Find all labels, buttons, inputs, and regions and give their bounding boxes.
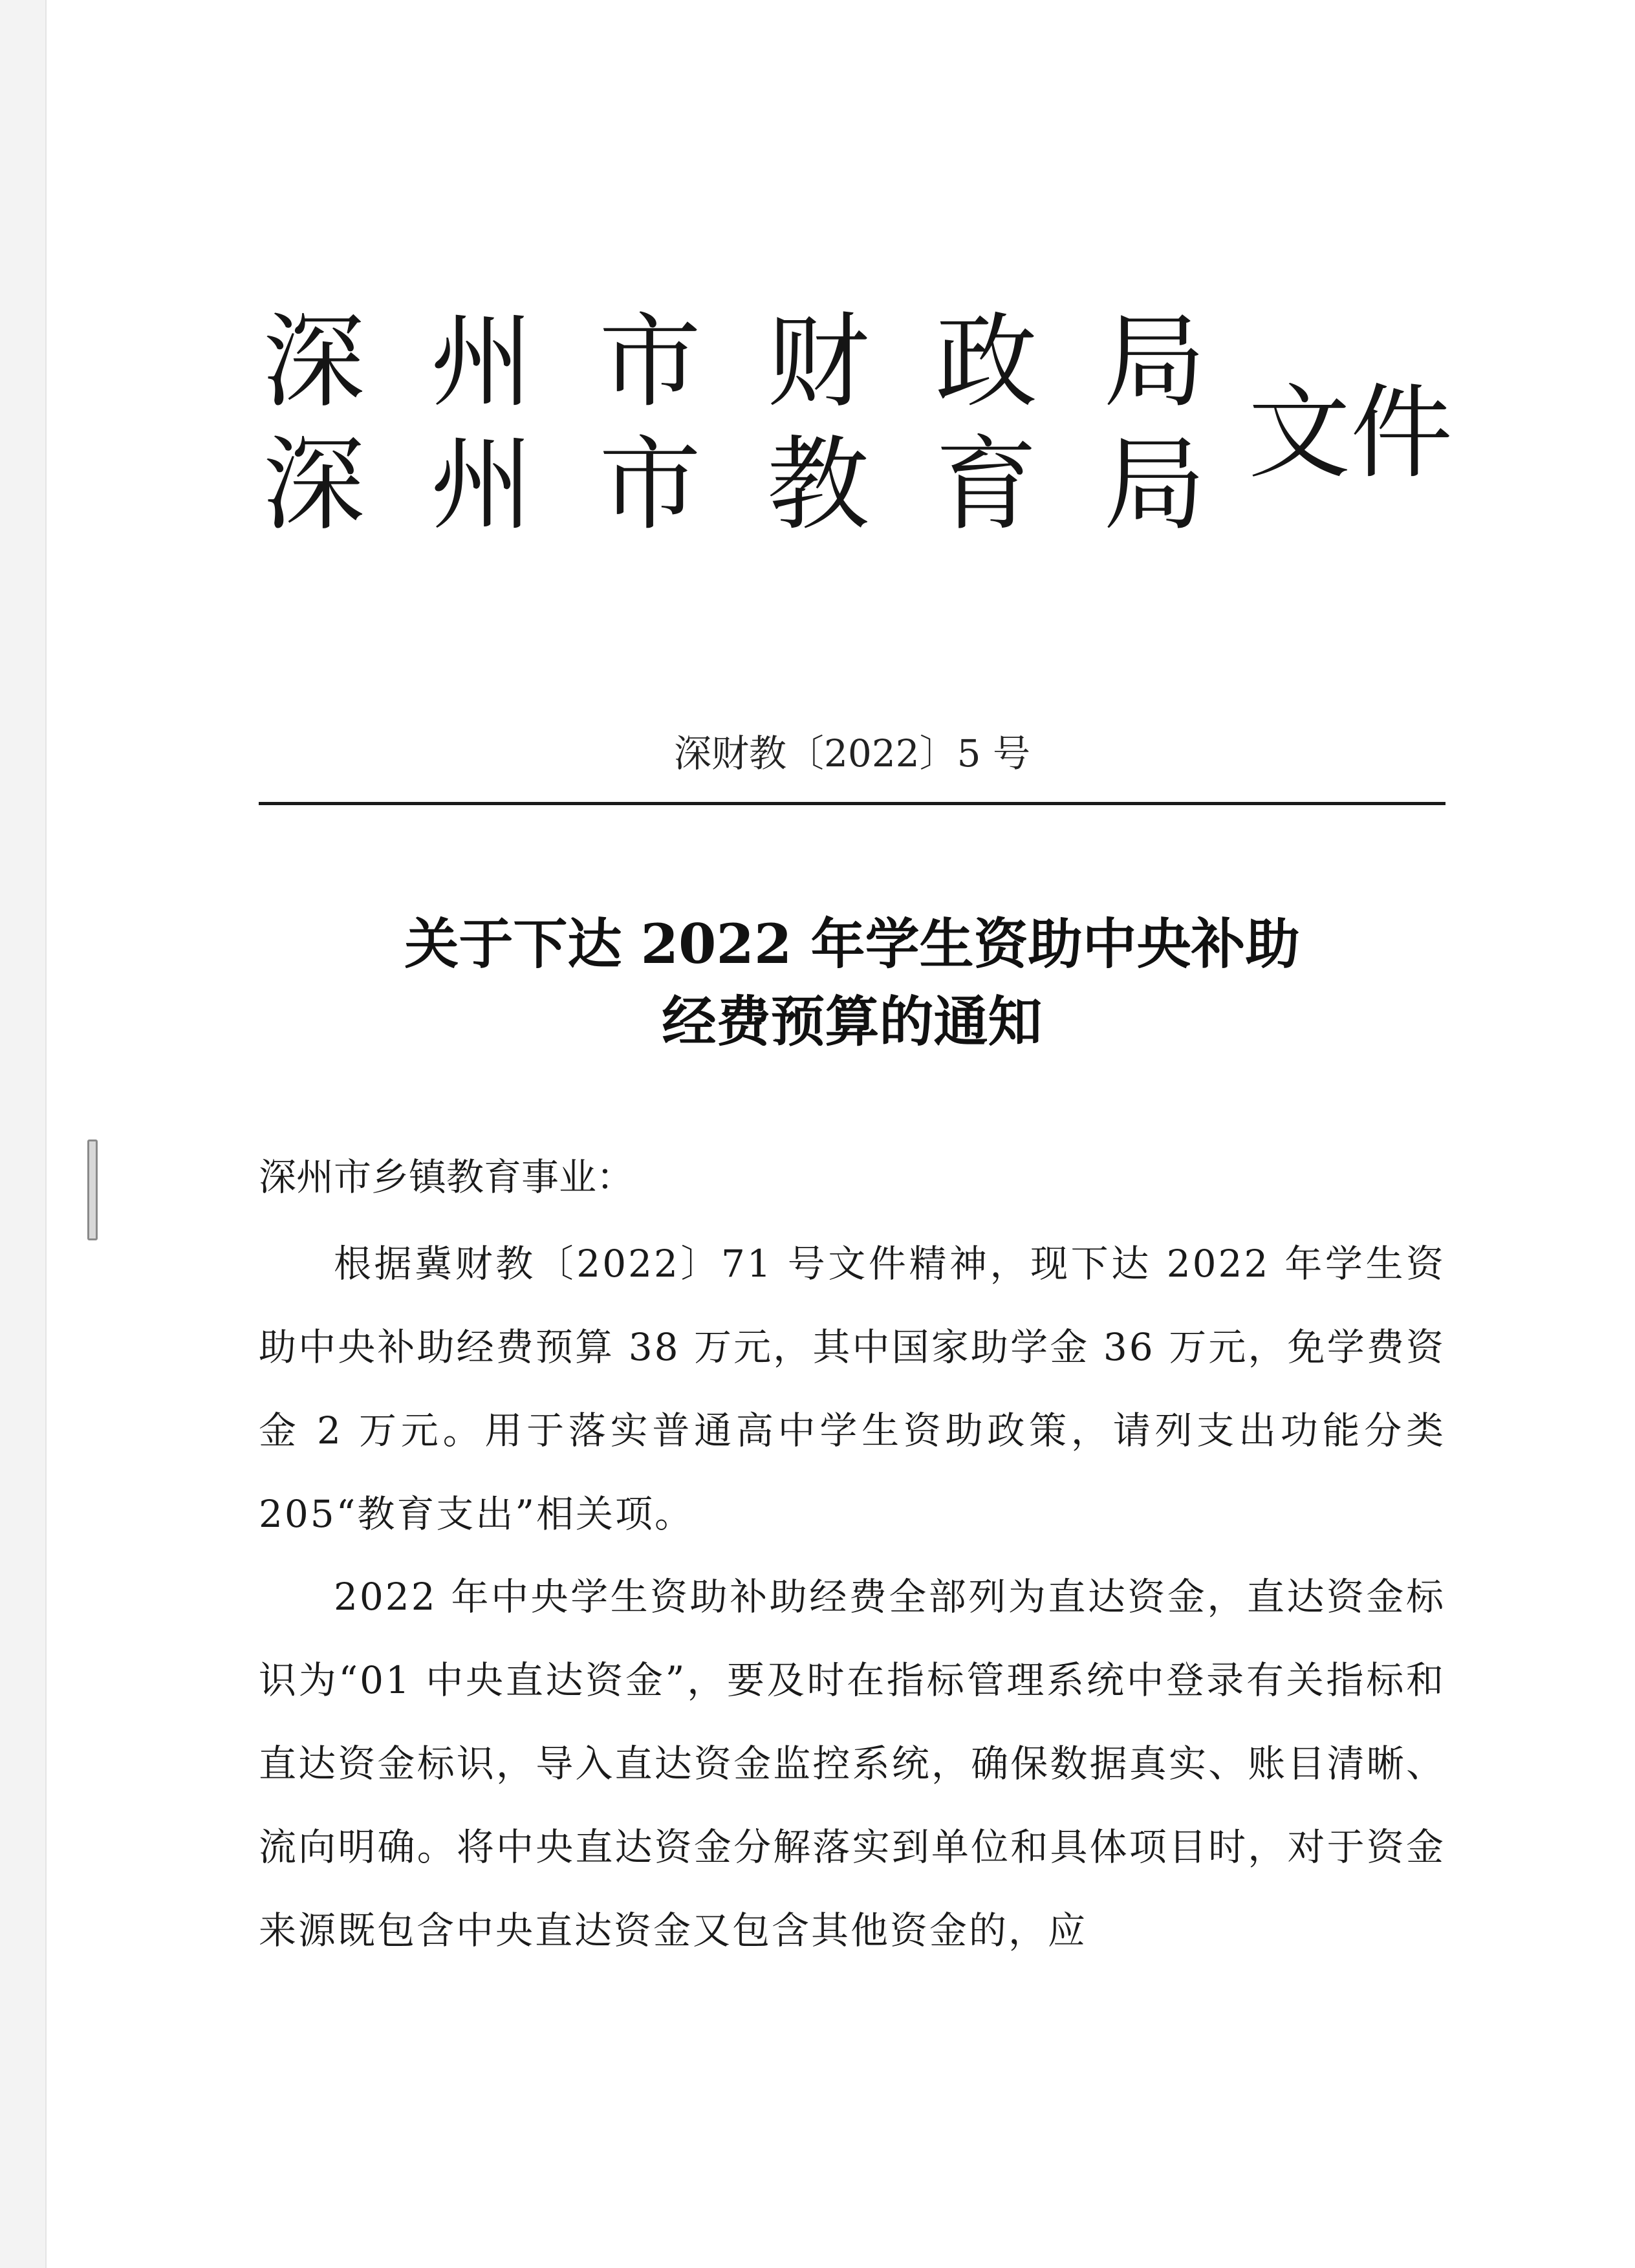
issuer-char: 深 bbox=[263, 426, 365, 545]
salutation: 深州市乡镇教育事业： bbox=[259, 1155, 634, 1199]
issuer-char: 市 bbox=[599, 303, 701, 422]
issuer-finance-bureau bbox=[259, 291, 1209, 433]
staple-mark bbox=[87, 1139, 98, 1240]
header-divider bbox=[259, 802, 1446, 805]
document-title-line-2: 经费预算的通知 bbox=[662, 989, 1043, 1053]
issuer-char: 深 bbox=[263, 303, 365, 422]
body-paragraph-2: 2022 年中央学生资助补助经费全部列为直达资金，直达资金标识为“01 中央直达资金”，要及时在指标管理系统中登录有关指标和直达资金标识，导入直达资金监控系统，确保数据真实、账目清晰、流向明确。将中央直达资金分解落实到单位和具体项目时，对于资金来源既包含中央直达资金又包含其他资金的，应 bbox=[259, 1575, 1446, 1952]
issuer-char: 局 bbox=[1103, 303, 1206, 422]
scan-edge bbox=[0, 0, 47, 2268]
issuer-char: 州 bbox=[431, 426, 533, 545]
issuer-education-bureau bbox=[259, 414, 1209, 556]
body-paragraph-1: 根据冀财教〔2022〕71 号文件精神，现下达 2022 年学生资助中央补助经费预算 38 万元，其中国家助学金 36 万元，免学费资金 2 万元。用于落实普通高中学生资助政策，请列支出功能分类 205“教育支出”相关项。 bbox=[259, 1242, 1446, 1536]
issuer-char: 局 bbox=[1103, 426, 1206, 545]
issuer-char: 育 bbox=[935, 426, 1037, 545]
document-suffix: 文件 bbox=[1248, 374, 1453, 493]
document-title-line-1: 关于下达 2022 年学生资助中央补助 bbox=[404, 912, 1300, 976]
document-number: 深财教〔2022〕5 号 bbox=[674, 731, 1030, 775]
issuer-char: 市 bbox=[599, 426, 701, 545]
issuer-char: 教 bbox=[767, 426, 869, 545]
issuer-char: 财 bbox=[767, 303, 869, 422]
issuer-char: 州 bbox=[431, 303, 533, 422]
issuer-char: 政 bbox=[935, 303, 1037, 422]
